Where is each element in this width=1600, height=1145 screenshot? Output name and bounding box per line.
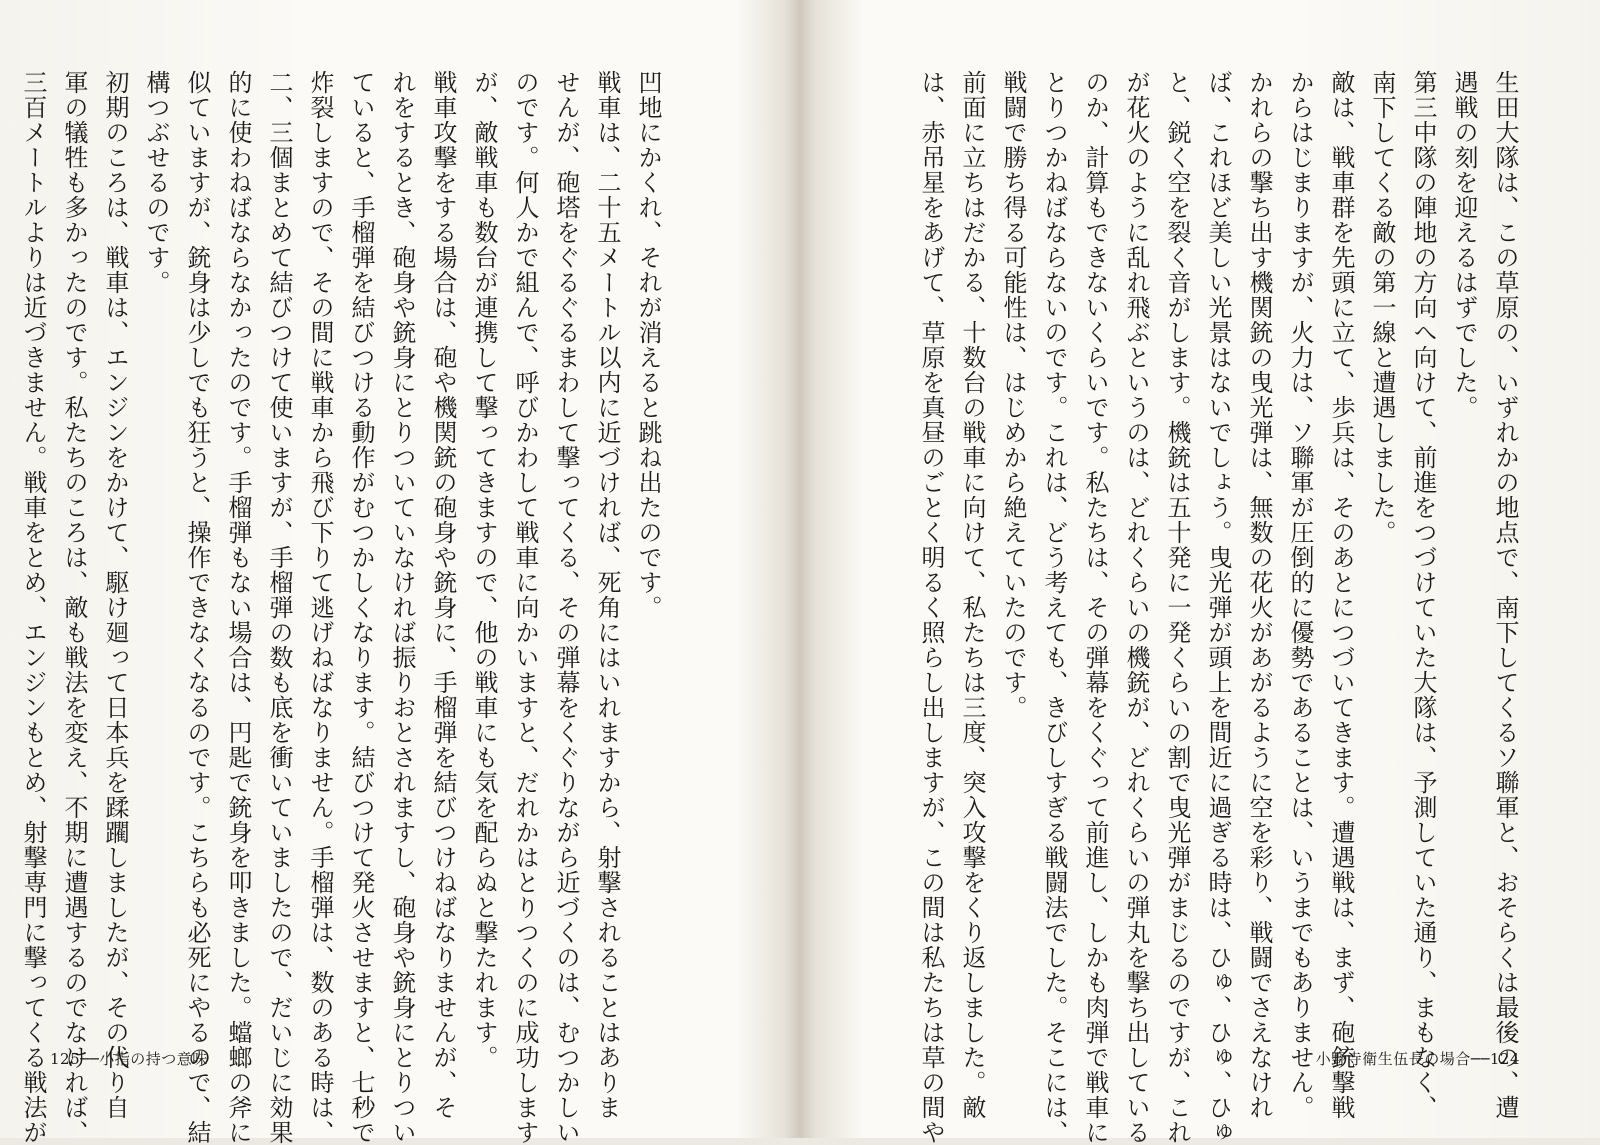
right-page-folio: 小野寺衛生伍長の場合──124 (1315, 1050, 1520, 1068)
text-line: 似ていますが、銃身は少しでも狂うと、操作できなくなるのです。こちらも必死にやるので、結 (183, 70, 211, 1145)
text-line: のか、計算もできないくらいです。私たちは、その弾幕をくぐって前進し、しかも肉弾で戦車に (1081, 70, 1109, 1145)
text-line: 前面に立ちはだかる、十数台の戦車に向けて、私たちは三度、突入攻撃をくり返しました。敵 (958, 70, 986, 1120)
text-line: とりつかねばならないのです。これは、どう考えても、きびしすぎる戦闘法でした。そこには、 (1040, 70, 1068, 1145)
text-line: のです。何人かで組んで、呼びかわして戦車に向かいますと、だれかはとりつくのに成功します (511, 70, 539, 1145)
text-line: 初期のころは、戦車は、エンジンをかけて、駆け廻って日本兵を蹂躙しましたが、その代り自 (101, 70, 129, 1120)
text-line: 炸裂しますので、その間に戦車から飛び下りて逃げねばなりません。手榴弾は、数のある時は、 (306, 70, 334, 1145)
left-page-folio: 125──小指の持つ意味 (50, 1050, 208, 1068)
text-line: は、赤吊星をあげて、草原を真昼のごとく明るく照らし出しますが、この間は私たちは草の間や (917, 70, 945, 1145)
text-line: 三百メートルよりは近づきません。戦車をとめ、エンジンもとめ、射撃専門に撃ってくる戦法が (19, 70, 47, 1145)
text-line: 生田大隊は、この草原の、いずれかの地点で、南下してくるソ聯軍と、おそらくは最後の、遭 (1491, 70, 1519, 1120)
text-line: 的に使わねばならなかったのです。手榴弾もない場合は、円匙で銃身を叩きました。蟷螂の斧に (224, 70, 252, 1145)
text-line: と、鋭く空を裂く音がします。機銃は五十発に一発くらいの割で曳光弾がまじるのですが、これ (1163, 70, 1191, 1145)
text-line: 南下してくる敵の第一線と遭遇しました。 (1368, 70, 1396, 545)
text-line: が、敵戦車も数台が連携して撃ってきますので、他の戦車にも気を配らぬと撃たれます。 (470, 70, 498, 1070)
text-line: 戦闘で勝ち得る可能性は、はじめから絶えていたのです。 (999, 70, 1027, 720)
text-line: ば、これほど美しい光景はないでしょう。曳光弾が頭上を間近に過ぎる時は、ひゅ、ひゅ、ひゅ (1204, 70, 1232, 1145)
text-line: 軍の犠牲も多かったのです。私たちのころは、敵も戦法を変え、不期に遭遇するのでなければ、 (60, 70, 88, 1145)
text-line: 敵は、戦車群を先頭に立て、歩兵は、そのあとにつづいてきます。遭遇戦は、まず、砲銃撃戦 (1327, 70, 1355, 1120)
text-line: 遇戦の刻を迎えるはずでした。 (1450, 70, 1478, 420)
text-line: れをするとき、砲身や銃身にとりついていなければ振りおとされますし、砲身や銃身にとりつい (388, 70, 416, 1145)
text-line: 戦車攻撃をする場合は、砲や機関銃の砲身や銃身に、手榴弾を結びつけねばなりませんが、そ (429, 70, 457, 1120)
text-line: 二、三個まとめて結びつけて使いますが、手榴弾の数も底を衝いていましたので、だいじに効果 (265, 70, 293, 1145)
right-page (810, 0, 1600, 1145)
text-line: 凹地にかくれ、それが消えると跳ね出たのです。 (634, 70, 662, 620)
text-line: せんが、砲塔をぐるぐるまわして撃ってくる、その弾幕をくぐりながら近づくのは、むつかしい (552, 70, 580, 1145)
text-line: ていると、手榴弾を結びつける動作がむつかしくなります。結びつけて発火させますと、七秒で (347, 70, 375, 1145)
text-line: からはじまりますが、火力は、ソ聯軍が圧倒的に優勢であることは、いうまでもありません。 (1286, 70, 1314, 1120)
text-line: 第三中隊の陣地の方向へ向けて、前進をつづけていた大隊は、予測していた通り、まもなく、 (1409, 70, 1437, 1120)
text-line: 構つぶせるのです。 (142, 70, 170, 295)
text-line: 戦車は、二十五メートル以内に近づければ、死角にはいれますから、射撃されることはありま (593, 70, 621, 1120)
text-line: かれらの撃ち出す機関銃の曳光弾は、無数の花火があがるように空を彩り、戦闘でさえなけれ (1245, 70, 1273, 1120)
left-page (0, 0, 790, 1145)
text-line: が花火のように乱れ飛ぶというのは、どれくらいの機銃が、どれくらいの弾丸を撃ち出している (1122, 70, 1150, 1145)
